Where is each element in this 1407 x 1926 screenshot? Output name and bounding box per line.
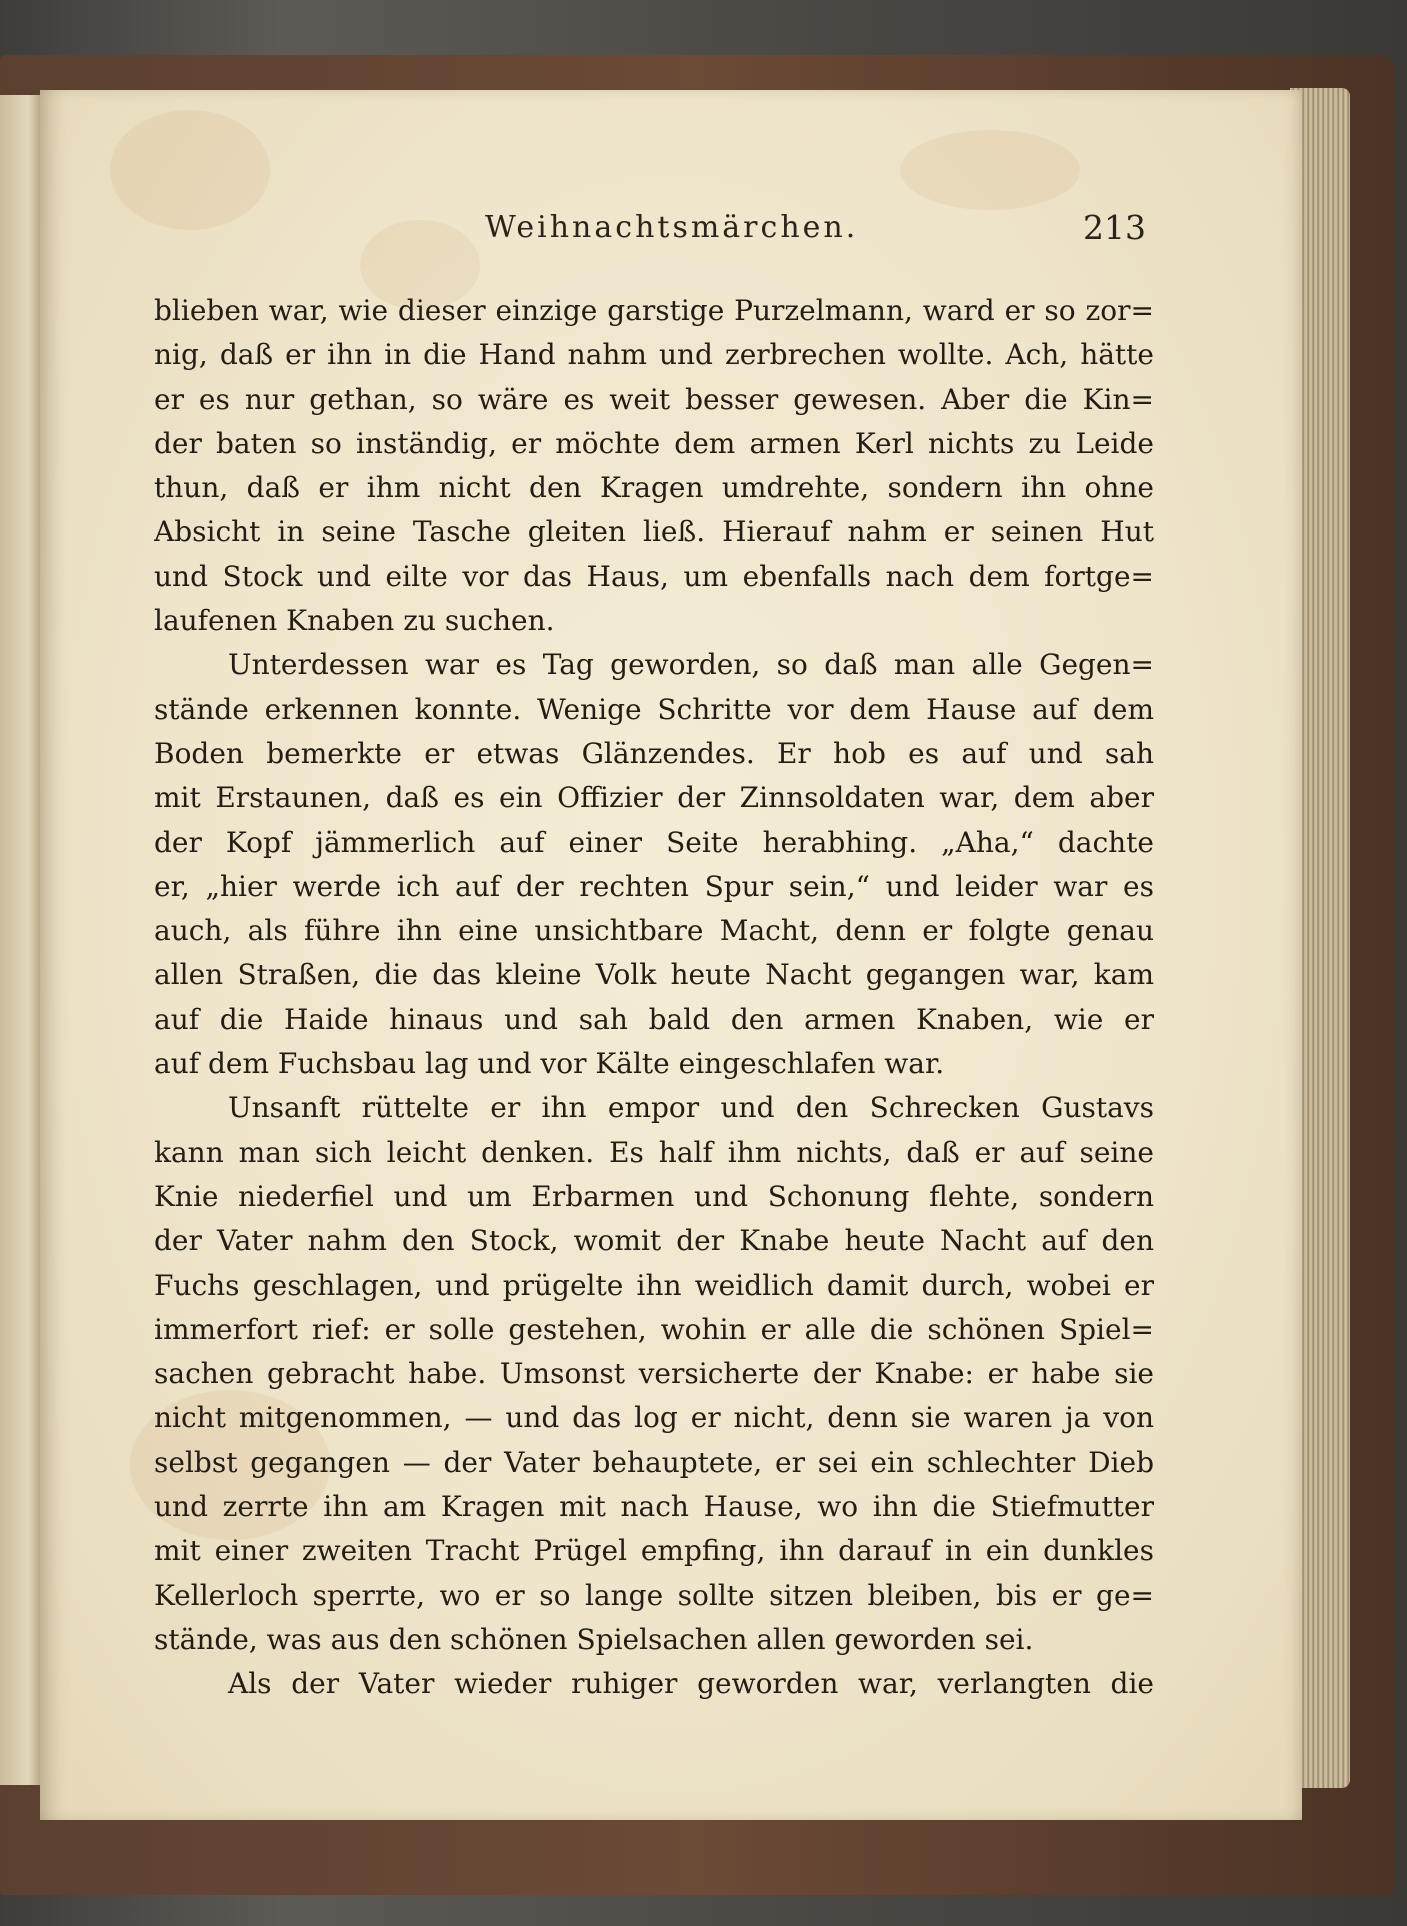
- text-line: stände erkennen konnte. Wenige Schritte vor dem Hause auf dem: [154, 692, 1154, 726]
- text-line: mit einer zweiten Tracht Prügel empfing, ihn darauf in ein dunkles: [154, 1534, 1154, 1568]
- text-line: nicht mitgenommen, — und das log er nicht, denn sie waren ja von: [154, 1401, 1154, 1435]
- text-line: er es nur gethan, so wäre es weit besser gewesen. Aber die Kin=: [154, 382, 1154, 416]
- text-line: Als der Vater wieder ruhiger geworden war, verlangten die: [228, 1667, 1154, 1701]
- text-line: immerfort rief: er solle gestehen, wohin er alle die schönen Spiel=: [154, 1312, 1154, 1346]
- running-head: [0, 200, 1407, 260]
- text-line: mit Erstaunen, daß es ein Offizier der Zinnsoldaten war, dem aber: [154, 781, 1154, 815]
- text-line: auf dem Fuchsbau lag und vor Kälte eingeschlafen war.: [154, 1047, 945, 1081]
- text-line: nig, daß er ihn in die Hand nahm und zerbrechen wollte. Ach, hätte: [154, 338, 1154, 372]
- page-number: 213: [1083, 208, 1146, 247]
- text-line: auch, als führe ihn eine unsichtbare Macht, denn er folgte genau: [154, 914, 1154, 948]
- text-line: Absicht in seine Tasche gleiten ließ. Hierauf nahm er seinen Hut: [154, 515, 1154, 549]
- text-line: kann man sich leicht denken. Es half ihm nichts, daß er auf seine: [154, 1135, 1154, 1169]
- text-line: und zerrte ihn am Kragen mit nach Hause, wo ihn die Stiefmutter: [154, 1490, 1154, 1524]
- body-text: [154, 289, 1154, 1707]
- text-line: der Vater nahm den Stock, womit der Knabe heute Nacht auf den: [154, 1224, 1154, 1258]
- text-line: laufenen Knaben zu suchen.: [154, 604, 555, 638]
- facing-page-edge: [0, 95, 40, 1785]
- text-line: Unterdessen war es Tag geworden, so daß man alle Gegen=: [228, 648, 1154, 682]
- text-line: allen Straßen, die das kleine Volk heute Nacht gegangen war, kam: [154, 958, 1154, 992]
- text-line: thun, daß er ihm nicht den Kragen umdrehte, sondern ihn ohne: [154, 471, 1154, 505]
- paper-stain: [900, 130, 1080, 210]
- text-line: sachen gebracht habe. Umsonst versicherte der Knabe: er habe sie: [154, 1357, 1154, 1391]
- text-line: Boden bemerkte er etwas Glänzendes. Er hob es auf und sah: [154, 736, 1154, 770]
- text-line: stände, was aus den schönen Spielsachen allen geworden sei.: [154, 1622, 1034, 1656]
- text-line: blieben war, wie dieser einzige garstige Purzelmann, ward er so zor=: [154, 294, 1154, 327]
- text-line: Unsanft rüttelte er ihn empor und den Schrecken Gustavs: [228, 1091, 1154, 1125]
- text-line: Kellerloch sperrte, wo er so lange sollte sitzen bleiben, bis er ge=: [154, 1578, 1154, 1612]
- text-line: auf die Haide hinaus und sah bald den armen Knaben, wie er: [154, 1002, 1154, 1036]
- running-title: Weihnachtsmärchen.: [485, 210, 859, 245]
- text-line: der Kopf jämmerlich auf einer Seite herabhing. „Aha,“ dachte: [154, 825, 1154, 859]
- text-line: Knie niederfiel und um Erbarmen und Schonung flehte, sondern: [154, 1179, 1154, 1213]
- text-line: selbst gegangen — der Vater behauptete, er sei ein schlechter Dieb: [154, 1445, 1154, 1479]
- text-line: und Stock und eilte vor das Haus, um ebenfalls nach dem fortge=: [154, 559, 1154, 593]
- text-line: Fuchs geschlagen, und prügelte ihn weidlich damit durch, wobei er: [154, 1268, 1154, 1302]
- text-line: der baten so inständig, er möchte dem armen Kerl nichts zu Leide: [154, 426, 1154, 460]
- text-line: er, „hier werde ich auf der rechten Spur sein,“ und leider war es: [154, 869, 1154, 903]
